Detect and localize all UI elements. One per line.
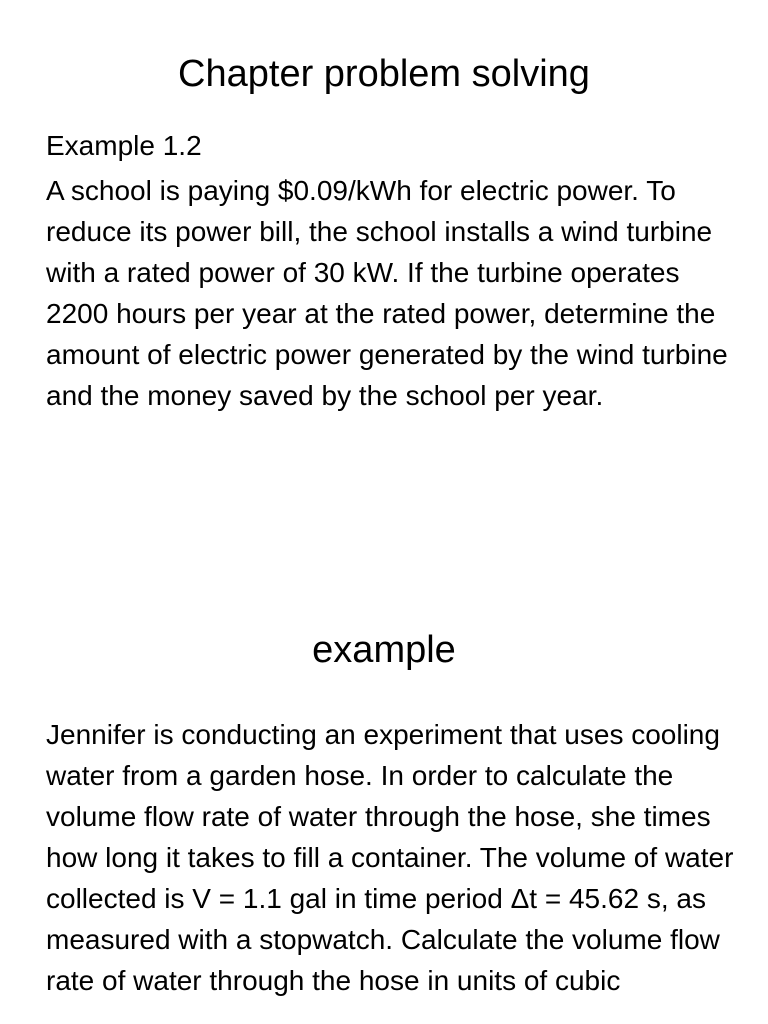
- example-label: Example 1.2: [46, 130, 202, 161]
- slide-example: [0, 600, 768, 1024]
- problem-text: A school is paying $0.09/kWh for electric power. To reduce its power bill, the school installs a wind turbine with a rated power of 30 kW. If the turbine operates 2200 hours per year at the rated power, determine the amount of electric power generated by the wind turbine and the money saved by the school per year.: [46, 175, 728, 411]
- slide-title: example: [312, 629, 456, 671]
- problem-text: Jennifer is conducting an experiment that uses cooling water from a garden hose. In order to calculate the volume flow rate of water through the hose, she times how long it takes to fill a container. The volume of water collected is V = 1.1 gal in time period Δt = 45.62 s, as measured with a stopwatch. Calculate the volume flow rate of water through the hose in units of cubic: [46, 719, 734, 996]
- slide-title: Chapter problem solving: [178, 53, 590, 95]
- slide-chapter-problem-solving: [0, 0, 768, 470]
